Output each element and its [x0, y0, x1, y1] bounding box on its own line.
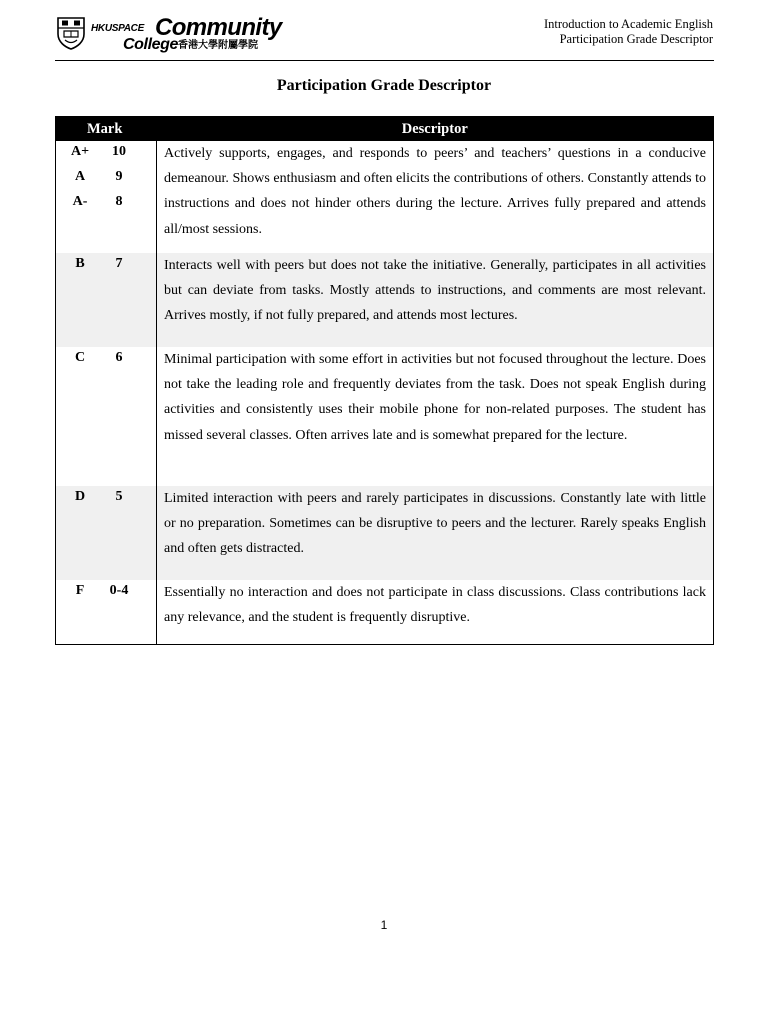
table-row-a	[56, 141, 714, 253]
grade-letter: B	[75, 256, 85, 271]
descriptor-cell: Minimal participation with some effort in activities but not focused throughout the lecture. Does not take the leading role and frequently deviates from the task. Does not speak English during activities and consistently uses their mobile phone for non-related purposes. The student has missed several classes. Often arrives late and is somewhat prepared for the lecture.	[164, 352, 706, 443]
header-doc-title: Participation Grade Descriptor	[559, 32, 713, 46]
logo-hkuspace-text: HKUSPACE	[91, 23, 144, 34]
table-row-f	[56, 580, 714, 644]
course-title: Introduction to Academic English	[543, 17, 713, 31]
table-row-d	[56, 486, 714, 580]
grade-letter: A-	[72, 194, 88, 210]
page-number: 1	[380, 918, 388, 932]
grade-letter: C	[74, 350, 86, 365]
grade-score: 7	[115, 256, 123, 271]
logo-chinese-text: 香港大學附屬學院	[178, 40, 258, 51]
grade-score: 5	[115, 489, 123, 504]
header-divider	[55, 60, 714, 61]
mark-cell	[56, 347, 157, 486]
descriptor-cell: Actively supports, engages, and responds to peers’ and teachers’ questions in a conducive demeanour. Shows enthusiasm and often elicits the contributions of others. Constantly attends to instructions and does not hinder others during the lecture. Arrives fully prepared and attends all/most sessions.	[164, 146, 706, 237]
mark-column-header: Mark	[56, 117, 157, 142]
grade-letter: F	[75, 583, 85, 598]
running-header	[544, 17, 713, 47]
college-logo	[55, 14, 285, 54]
page-title: Participation Grade Descriptor	[276, 77, 492, 94]
table-row-c	[56, 347, 714, 486]
grade-score: 0-4	[109, 583, 129, 598]
mark-cell	[56, 486, 157, 580]
logo-community-text: Community	[155, 14, 282, 41]
grade-letter: A	[74, 169, 86, 185]
descriptor-column-header: Descriptor	[157, 117, 714, 142]
grade-letter: A+	[70, 144, 90, 159]
grade-score: 9	[115, 169, 123, 185]
mark-cell	[56, 580, 157, 644]
grade-score: 6	[115, 350, 123, 365]
grade-letter: D	[74, 489, 86, 504]
table-header-row	[56, 117, 714, 142]
crest-icon	[55, 16, 87, 50]
grade-score: 10	[112, 144, 126, 159]
mark-cell	[56, 253, 157, 347]
grade-descriptor-table	[55, 116, 714, 645]
mark-cell	[56, 141, 157, 253]
table-row-b	[56, 253, 714, 347]
descriptor-cell: Interacts well with peers but does not take the initiative. Generally, participates in all activities but can deviate from tasks. Mostly attends to instructions, and comments are most relevant. Arrives mostly, if not fully prepared, and attends most lectures.	[157, 253, 714, 347]
descriptor-cell: Essentially no interaction and does not participate in class discussions. Class contributions lack any relevance, and the student is frequently disruptive.	[164, 585, 706, 626]
descriptor-cell: Limited interaction with peers and rarely participates in discussions. Constantly late with little or no preparation. Sometimes can be disruptive to peers and the lecturer. Rarely speaks English and often gets distracted.	[157, 486, 714, 580]
logo-college-text: College	[123, 36, 178, 53]
grade-score: 8	[115, 194, 123, 210]
